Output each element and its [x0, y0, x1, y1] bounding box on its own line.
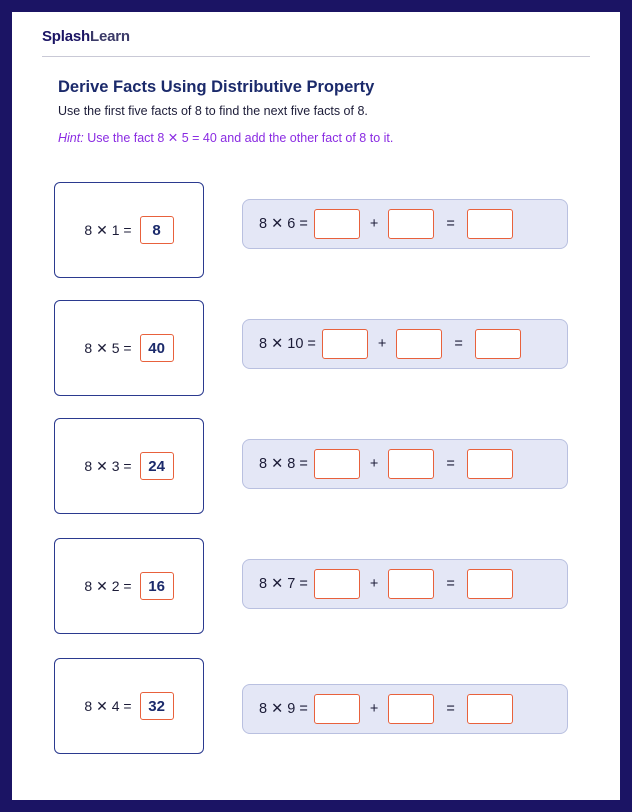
- addend2-input[interactable]: [388, 694, 434, 724]
- plus-sign: +: [369, 576, 379, 592]
- fact-card-1: [54, 182, 204, 278]
- fact-answer-box[interactable]: 16: [140, 572, 174, 600]
- fact-row: [55, 539, 203, 633]
- addend2-input[interactable]: [396, 329, 442, 359]
- problem-row: [243, 200, 567, 248]
- splashlearn-logo: [42, 28, 130, 45]
- equals-sign: =: [454, 336, 463, 352]
- fact-card-2: [54, 300, 204, 396]
- addend1-input[interactable]: [314, 209, 360, 239]
- fact-expression: 8 ✕ 4 =: [84, 697, 132, 714]
- plus-sign: +: [369, 701, 379, 717]
- fact-card-5: [54, 658, 204, 754]
- fact-answer-box[interactable]: 40: [140, 334, 174, 362]
- logo-splash-text: Splash: [42, 28, 90, 45]
- problem-card-3: [242, 439, 568, 489]
- hint-label: Hint:: [58, 131, 84, 145]
- problem-row: [243, 685, 567, 733]
- equals-sign: =: [446, 576, 455, 592]
- problem-card-5: [242, 684, 568, 734]
- addend2-input[interactable]: [388, 569, 434, 599]
- product-input[interactable]: [467, 694, 513, 724]
- fact-expression: 8 ✕ 3 =: [84, 457, 132, 474]
- fact-card-3: [54, 418, 204, 514]
- addend2-input[interactable]: [388, 449, 434, 479]
- fact-row: [55, 301, 203, 395]
- problem-card-1: [242, 199, 568, 249]
- addend2-input[interactable]: [388, 209, 434, 239]
- problem-expression: 8 ✕ 9 =: [259, 701, 308, 717]
- worksheet-hint: [58, 130, 393, 145]
- problem-expression: 8 ✕ 8 =: [259, 456, 308, 472]
- problem-card-2: [242, 319, 568, 369]
- fact-row: [55, 659, 203, 753]
- product-input[interactable]: [467, 209, 513, 239]
- hint-text: Use the fact 8 ✕ 5 = 40 and add the other fact of 8 to it.: [87, 131, 394, 145]
- fact-answer-box[interactable]: 8: [140, 216, 174, 244]
- plus-sign: +: [377, 336, 387, 352]
- problem-row: [243, 560, 567, 608]
- logo-learn-text: Learn: [89, 28, 130, 45]
- problem-card-4: [242, 559, 568, 609]
- worksheet-page: [12, 12, 620, 800]
- problem-expression: 8 ✕ 7 =: [259, 576, 308, 592]
- equals-sign: =: [446, 456, 455, 472]
- header-divider: [42, 56, 590, 57]
- addend1-input[interactable]: [314, 449, 360, 479]
- addend1-input[interactable]: [322, 329, 368, 359]
- fact-row: [55, 183, 203, 277]
- plus-sign: +: [369, 456, 379, 472]
- worksheet-title: Derive Facts Using Distributive Property: [58, 78, 375, 96]
- problem-expression: 8 ✕ 6 =: [259, 216, 308, 232]
- product-input[interactable]: [467, 569, 513, 599]
- addend1-input[interactable]: [314, 569, 360, 599]
- fact-answer-box[interactable]: 32: [140, 692, 174, 720]
- worksheet-instructions: Use the first five facts of 8 to find the next five facts of 8.: [58, 104, 368, 118]
- problem-expression: 8 ✕ 10 =: [259, 336, 316, 352]
- fact-expression: 8 ✕ 2 =: [84, 577, 132, 594]
- fact-card-4: [54, 538, 204, 634]
- fact-answer-box[interactable]: 24: [140, 452, 174, 480]
- equals-sign: =: [446, 701, 455, 717]
- product-input[interactable]: [475, 329, 521, 359]
- problem-row: [243, 440, 567, 488]
- problem-row: [243, 320, 567, 368]
- fact-expression: 8 ✕ 1 =: [84, 221, 132, 238]
- equals-sign: =: [446, 216, 455, 232]
- addend1-input[interactable]: [314, 694, 360, 724]
- fact-row: [55, 419, 203, 513]
- fact-expression: 8 ✕ 5 =: [84, 339, 132, 356]
- plus-sign: +: [369, 216, 379, 232]
- product-input[interactable]: [467, 449, 513, 479]
